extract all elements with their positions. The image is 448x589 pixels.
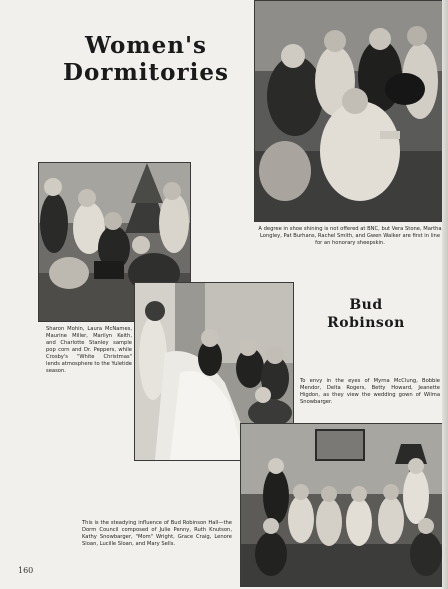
caption-shoe-shining: A degree in shoe shining is not offered at BNC, but Vera Stone, Martha Longley, Pat Burhans, Rachel Smith, and Gwen Walker are first in line for an honorary sheepskin. <box>258 226 442 246</box>
section-heading-line-1: Bud <box>349 297 383 313</box>
title-line-1: Women's <box>85 32 207 59</box>
title-line-2: Dormitories <box>63 59 229 86</box>
section-heading-line-2: Robinson <box>327 315 405 331</box>
section-heading <box>320 296 412 332</box>
photo-shoe-shining <box>254 0 444 222</box>
caption-christmas: Sharon Mohin, Laura McNames, Maurine Miller, Marilyn Keith, and Charlotte Stanley sample pop corn and Dr. Peppers, while Crosby's "White Christmas" lends atmosphere to the Yuletide season. <box>46 326 132 374</box>
photo-dorm-council <box>240 423 445 587</box>
page-title <box>44 32 248 86</box>
page-number: 160 <box>18 566 34 575</box>
caption-dorm-council: This is the steadying influence of Bud Robinson Hall—the Dorm Council composed of Julie Penny, Ruth Knutson, Kathy Snowbarger, "Mom" Wright, Grace Craig, Lenore Sloan, Lucille Sloan, and Mary Sells. <box>82 520 232 547</box>
caption-wedding-gown: To envy in the eyes of Myrna McClung, Bobbie Mendor, Delta Rogers, Betty Howard, Jeanette Higdon, as they view the wedding gown of Wilma Snowbarger. <box>300 378 440 405</box>
page-edge <box>442 0 448 589</box>
